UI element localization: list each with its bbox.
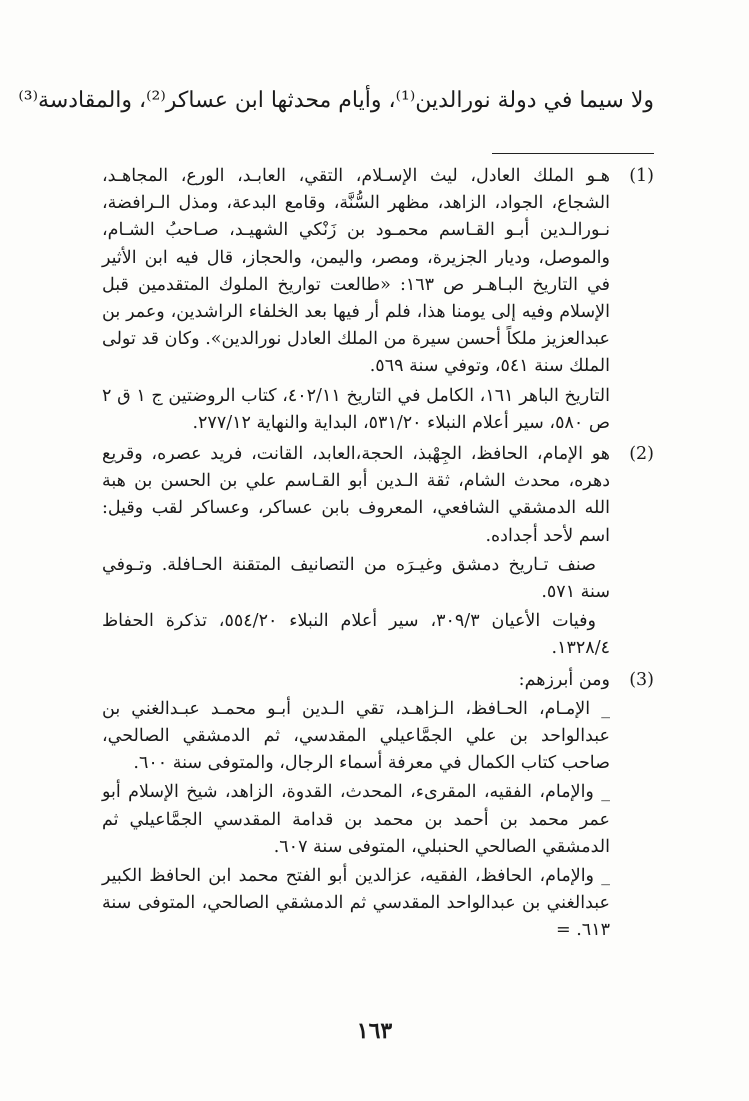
- footnote-references: التاريخ الباهر ١٦١، الكامل في التاريخ ٤٠٢/١١، كتاب الروضتين ج ١ ق ٢ ص ٥٨٠، سير أعلام النبلاء ٥٣١/٢٠، البداية والنهاية ٢٧٧/١٢.: [102, 385, 610, 433]
- footnote-number: (2): [629, 444, 654, 465]
- footnotes: [102, 163, 654, 949]
- footnote-1: [102, 163, 654, 437]
- footnote-3: [102, 667, 654, 945]
- footnote-number: (3): [629, 669, 654, 690]
- footnote-list-item: _ والإمام، الفقيه، المقرىء، المحدث، القدوة، الزاهد، شيخ الإسلام أبو عمر محمد بن أحمد بن محمد بن قدامة المقدسي الجمَّاعيلي ثم الدمشقي الصالحي الحنبلي، المتوفى سنة ٦٠٧.: [102, 779, 610, 861]
- footnote-list-item: _ والإمام، الحافظ، الفقيه، عزالدين أبو الفتح محمد ابن الحافظ الكبير عبدالغني بن عبدالواحد المقدسي ثم الدمشقي الصالحي، المتوفى سنة ٦١٣. =: [102, 863, 610, 945]
- footnote-references: وفيات الأعيان ٣٠٩/٣، سير أعلام النبلاء ٥٥٤/٢٠، تذكرة الحفاظ ١٣٢٨/٤.: [102, 611, 610, 659]
- page-number: ١٦٣: [356, 1018, 393, 1044]
- footnote-paragraph: هو الإمام، الحافظ، الجِهْبذ، الحجة،العابد، القانت، فريد عصره، وقريع دهره، محدث الشام، ثقة الـدين أبو القـاسم علي بن الحسن بن هبة الله الدمشقي الشافعي، المعروف بابن عساكر، وعساكر لقب وقيل: اسم لأحد أجداده.: [102, 444, 610, 546]
- footnote-separator: [492, 153, 654, 154]
- main-text-line: ولا سيما في دولة نورالدين⁽¹⁾، وأيام محدثها ابن عساكر⁽²⁾، والمقادسة⁽³⁾: [18, 88, 654, 113]
- footnote-list-item: _ الإمـام، الحـافظ، الـزاهـد، تقي الـدين أبـو محمـد عبـدالغني بن عبدالواحد بن علي الجمَّاعيلي المقدسي، ثم الدمشقي الصالحي، صاحب كتاب الكمال في معرفة أسماء الرجال، والمتوفى سنة ٦٠٠.: [102, 696, 610, 778]
- footnote-paragraph: ومن أبرزهم:: [518, 669, 610, 690]
- footnote-paragraph: صنف تـاريخ دمشق وغيـرَه من التصانيف المتقنة الحـافلة. وتـوفي سنة ٥٧١.: [102, 554, 610, 603]
- footnote-paragraph: هـو الملك العادل، ليث الإسـلام، التقي، العابـد، الورع، المجاهـد، الشجاع، الجواد، الزاهد، مظهر السُّنَّة، وقامع البدعة، ومذل الـرافضة، نـورالـدين أبـو القـاسم محمـود بن زَنْكي الشهيـد، صـاحبُ الشـام، والموصل، وديار الجزيرة، ومصر، واليمن، والحجاز، قال فيه ابن الأثير في التاريخ البـاهـر ص ١٦٣: «طالعت تواريخ الملوك المتقدمين قبل الإسلام وفيه إلى يومنا هذا، فلم أر فيها بعد الخلفاء الراشدين، وعمر بن عبدالعزيز ملكاً أحسن سيرة من الملك العادل نورالدين». وكان قد تولى الملك سنة ٥٤١، وتوفي سنة ٥٦٩.: [102, 166, 610, 377]
- footnote-2: [102, 441, 654, 663]
- footnote-number: (1): [629, 166, 654, 186]
